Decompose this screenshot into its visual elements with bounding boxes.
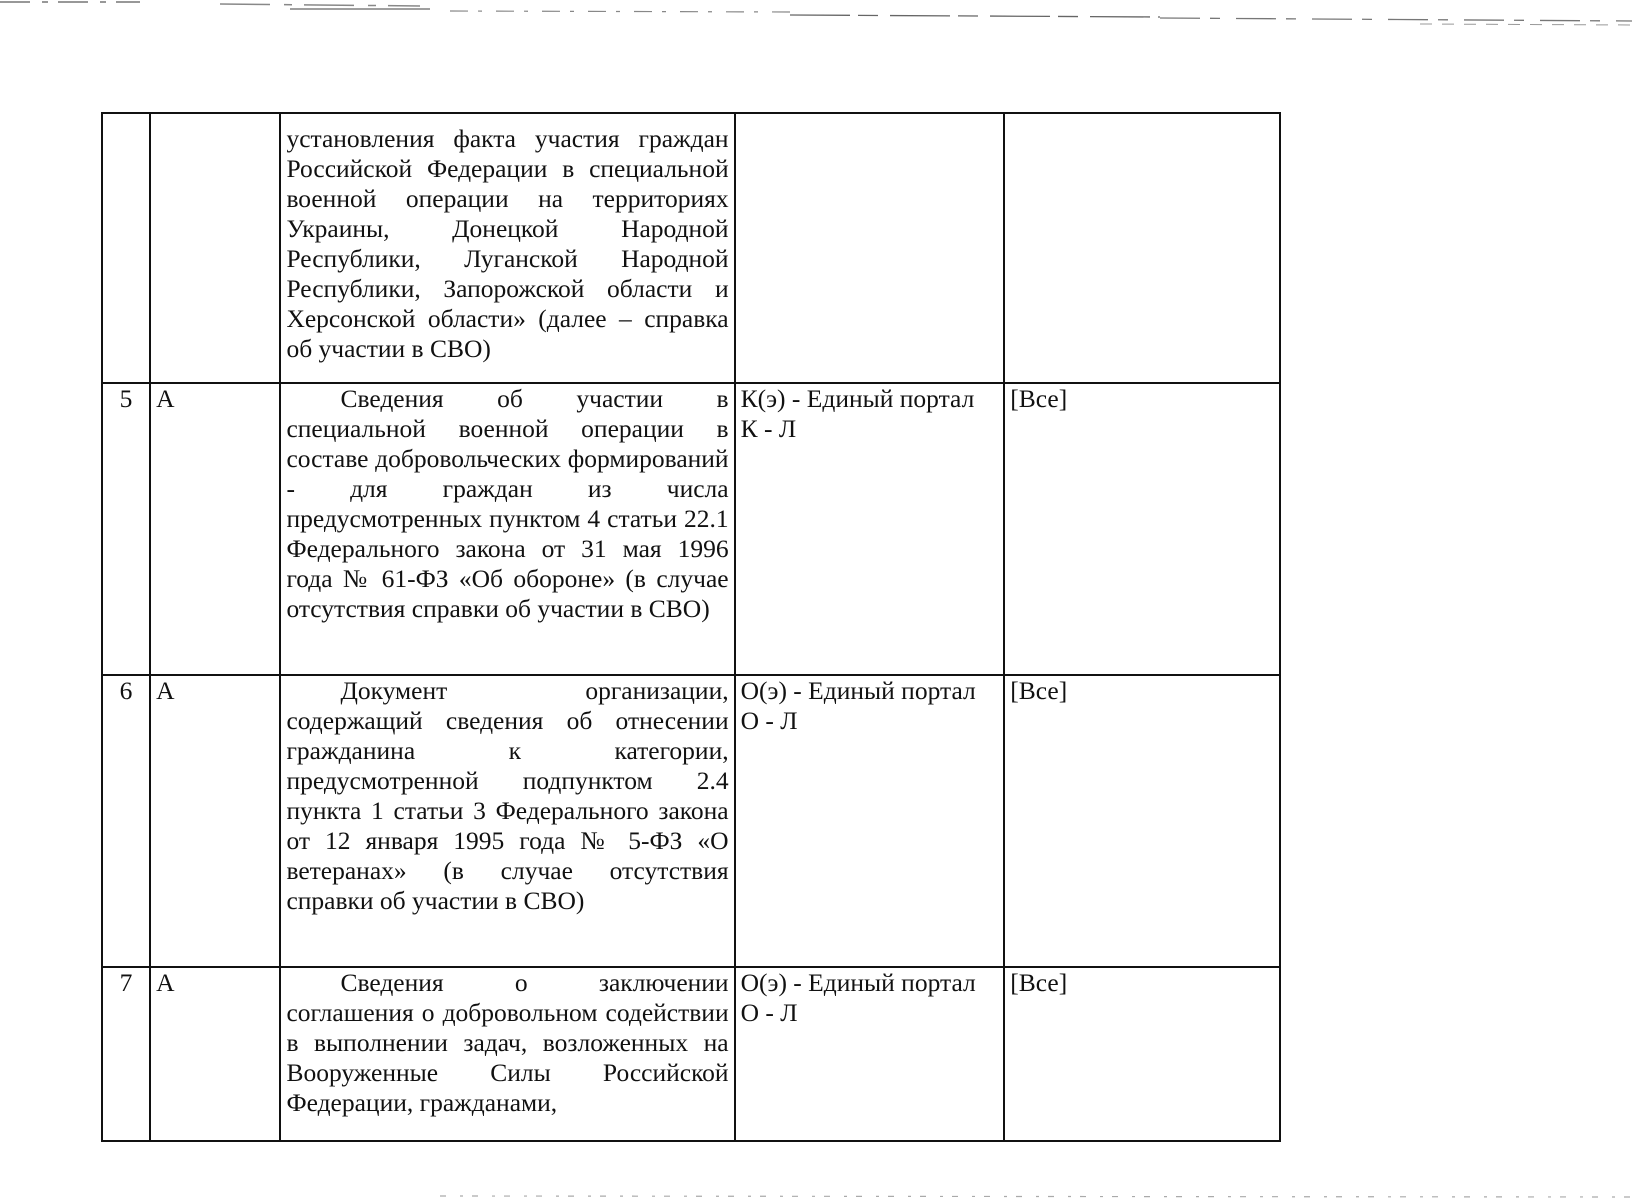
description-cell [280, 113, 734, 383]
description-cell [280, 967, 734, 1141]
row-description: установления факта участия граждан Российской Федерации в специальной военной операции на территориях Украины, Донецкой Народной Республики, Луганской Народной Республики, Запорожской области и Херсонской области» (далее – справка об участии в СВО) [286, 124, 729, 363]
category-cell [150, 675, 280, 967]
scope-cell [1004, 383, 1280, 675]
category-cell [150, 113, 280, 383]
table-row [102, 113, 1280, 383]
row-number-cell [102, 113, 150, 383]
scope-cell [1004, 113, 1280, 383]
source-line-2: К - Л [740, 414, 797, 443]
row-number-cell [102, 675, 150, 967]
row-number-cell [102, 967, 150, 1141]
source-line-1: О(э) - Единый портал [740, 676, 976, 705]
source-cell [735, 113, 1005, 383]
row-description: Документ организации, содержащий сведения об отнесении гражданина к категории, предусмотренной подпунктом 2.4 пункта 1 статьи 3 Федерального закона от 12 января 1995 года № 5-ФЗ «О ветеранах» (в случае отсутствия справки об участии в СВО) [286, 676, 729, 915]
description-cell [280, 383, 734, 675]
table-row [102, 967, 1280, 1141]
source-cell [735, 967, 1005, 1141]
source-cell [735, 383, 1005, 675]
row-number: 5 [119, 384, 133, 413]
scope-cell [1004, 675, 1280, 967]
source-line-2: О - Л [740, 998, 798, 1027]
row-number: 7 [119, 968, 133, 997]
source-line-1: О(э) - Единый портал [740, 968, 976, 997]
scope-cell [1004, 967, 1280, 1141]
source-line-2: О - Л [740, 706, 798, 735]
row-description: Сведения об участии в специальной военной операции в составе добровольческих формирований - для граждан из числа предусмотренных пунктом 4 статьи 22.1 Федерального закона от 31 мая 1996 года № 61-ФЗ «Об обороне» (в случае отсутствия справки об участии в СВО) [286, 384, 729, 623]
row-category: А [156, 676, 175, 705]
category-cell [150, 383, 280, 675]
source-line-1: К(э) - Единый портал [740, 384, 975, 413]
row-number: 6 [119, 676, 133, 705]
scan-artifact-top [0, 0, 1632, 30]
category-cell [150, 967, 280, 1141]
row-scope: [Все] [1010, 676, 1068, 705]
requirements-table [101, 112, 1281, 1142]
row-description: Сведения о заключении соглашения о добровольном содействии в выполнении задач, возложенных на Вооруженные Силы Российской Федерации, гражданами, [286, 968, 729, 1117]
row-scope: [Все] [1010, 968, 1068, 997]
row-scope: [Все] [1010, 384, 1068, 413]
table-row [102, 675, 1280, 967]
row-category: А [156, 384, 175, 413]
source-cell [735, 675, 1005, 967]
row-number-cell [102, 383, 150, 675]
table-row [102, 383, 1280, 675]
row-category: А [156, 968, 175, 997]
scan-artifact-bottom [0, 1185, 1632, 1200]
description-cell [280, 675, 734, 967]
